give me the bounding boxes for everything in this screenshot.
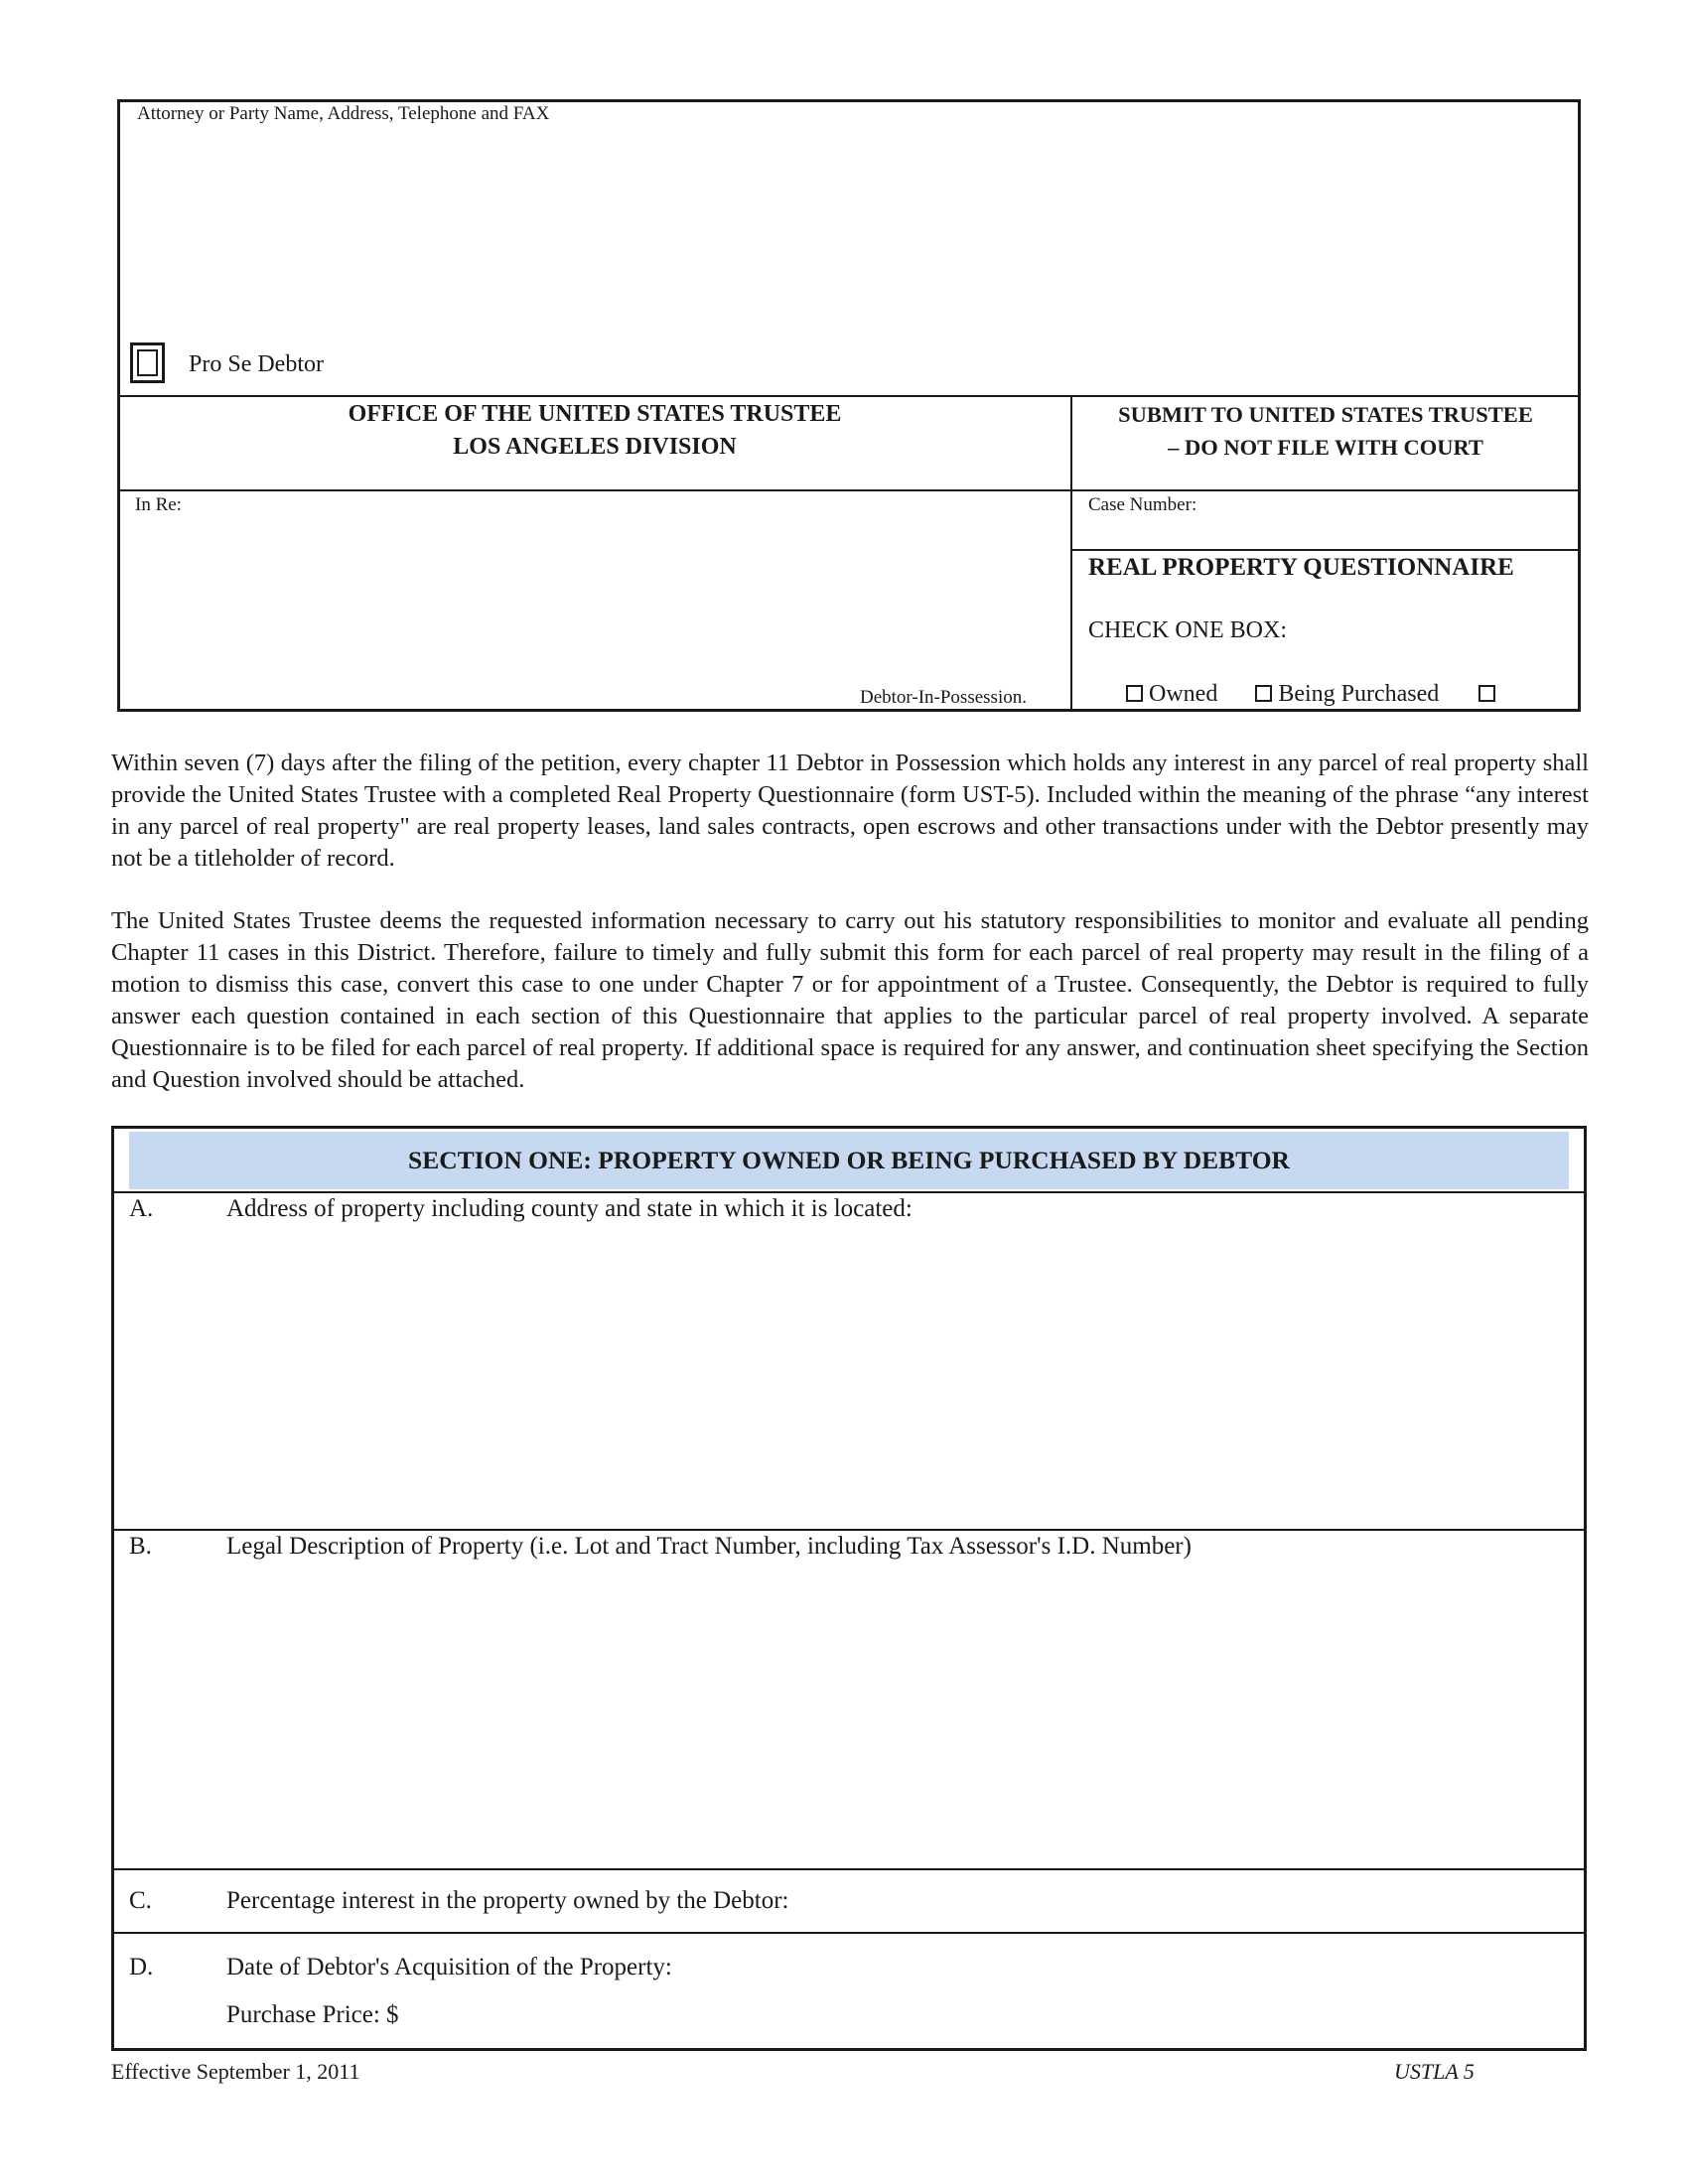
debtor-in-possession-label: Debtor-In-Possession.	[860, 687, 1027, 708]
purchase-price-label: Purchase Price: $	[226, 2001, 399, 2028]
instruction-paragraph-1: Within seven (7) days after the filing of the petition, every chapter 11 Debtor in Possession which holds any interest in any parcel of real property shall provide the United States Trustee with a completed Real Property Questionnaire (form UST-5). Included within the meaning of the phrase “any interest in any parcel of real property" are real property leases, land sales contracts, open escrows and other transactions under with the Debtor presently may not be a titleholder of record.	[111, 750, 1589, 872]
form-id: USTLA 5	[1394, 2059, 1475, 2084]
check-one-label: CHECK ONE BOX:	[1088, 617, 1288, 643]
being-purchased-label: Being Purchased	[1278, 681, 1440, 707]
item-c-letter: C.	[129, 1887, 152, 1914]
being-purchased-checkbox[interactable]	[1255, 685, 1272, 702]
section-header-divider	[111, 1191, 1587, 1193]
item-d-text: Date of Debtor's Acquisition of the Property:	[226, 1954, 672, 1980]
row-c-divider	[111, 1932, 1587, 1934]
effective-date: Effective September 1, 2011	[111, 2059, 360, 2084]
item-a-text: Address of property including county and state in which it is located:	[226, 1195, 913, 1222]
item-b-answer-field[interactable]	[226, 1569, 1567, 1856]
item-c-text: Percentage interest in the property owned by the Debtor:	[226, 1887, 789, 1914]
submit-line-1: SUBMIT TO UNITED STATES TRUSTEE	[1118, 402, 1533, 427]
pro-se-checkbox[interactable]	[130, 342, 165, 383]
item-b-letter: B.	[129, 1533, 152, 1560]
pro-se-checkbox-inner	[137, 349, 158, 376]
attorney-label: Attorney or Party Name, Address, Telephone and FAX	[137, 103, 550, 124]
form-title: REAL PROPERTY QUESTIONNAIRE	[1088, 554, 1514, 581]
office-line-2: LOS ANGELES DIVISION	[453, 434, 737, 460]
caption-divider-middle	[117, 489, 1581, 491]
in-re-label: In Re:	[135, 494, 182, 515]
submit-line-2: – DO NOT FILE WITH COURT	[1168, 435, 1483, 460]
owned-label: Owned	[1149, 681, 1218, 707]
case-number-label: Case Number:	[1088, 494, 1197, 515]
instruction-paragraph-2: The United States Trustee deems the requested information necessary to carry out his statutory responsibilities to monitor and evaluate all pending Chapter 11 cases in this District. Therefore, failure to timely and fully submit this form for each parcel of real property may result in the filing of a motion to dismiss this case, convert this case to one under Chapter 7 or for appointment of a Trustee. Consequently, the Debtor is required to fully answer each question contained in each section of this Questionnaire that applies to the particular parcel of real property involved. A separate Questionnaire is to be filed for each parcel of real property. If additional space is required for any answer, and continuation sheet specifying the Section and Question involved should be attached.	[111, 907, 1589, 1093]
case-number-divider	[1070, 549, 1581, 551]
section-one-title: SECTION ONE: PROPERTY OWNED OR BEING PURCHASED BY DEBTOR	[129, 1132, 1569, 1189]
pro-se-label: Pro Se Debtor	[189, 351, 324, 377]
row-b-divider	[111, 1868, 1587, 1870]
item-d-letter: D.	[129, 1954, 154, 1980]
item-a-letter: A.	[129, 1195, 154, 1222]
item-b-text: Legal Description of Property (i.e. Lot and Tract Number, including Tax Assessor's I.D. Number)	[226, 1533, 1192, 1560]
third-checkbox[interactable]	[1478, 685, 1495, 702]
office-heading	[119, 398, 1070, 464]
row-a-divider	[111, 1529, 1587, 1531]
office-line-1: OFFICE OF THE UNITED STATES TRUSTEE	[348, 401, 842, 427]
submit-heading	[1072, 398, 1579, 464]
item-a-answer-field[interactable]	[226, 1231, 1567, 1519]
caption-divider-top	[117, 395, 1581, 397]
check-options	[1126, 681, 1501, 708]
owned-checkbox[interactable]	[1126, 685, 1143, 702]
